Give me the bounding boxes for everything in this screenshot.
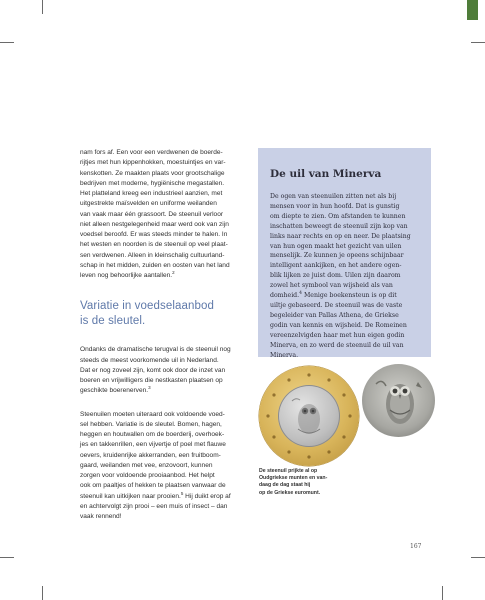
sidebar-title: De uil van Minerva [270,168,382,180]
page-number: 167 [410,543,422,550]
figure-caption: De steenuil prijkte al op Oudgriekse munten en van- daag de dag staat hij op de Griekse euromunt. [259,468,328,496]
sidebar-text: Menige boekensteun is op dit uiltje gebaseerd. De steenuil was de vaste begeleider van Pallas Athena, de Griekse godin van kennis en wijsheid. De Romeinen vereenzelvigden haar met hun eigen godin Minerva, en zo werd de steenuil de uil van Minerva. [270,292,407,359]
footnote-ref: 2 [172,269,175,275]
section-subheading: Variatie in voedselaanbod is de sleutel. [80,300,214,327]
owl-relief-icon [362,364,435,437]
paragraph-text: Ondanks de dramatische terugval is de steenuil nog steeds de meest voorkomende uil in Nederland. Dat er nog zoveel zijn, komt ook door de inzet van boeren en vrijwilligers die nestkasten plaatsen op geschikte boerenerven. [80,346,231,395]
ancient-greek-coin-image [362,364,435,437]
euro-coin-image [259,366,359,466]
crop-mark [42,0,43,14]
body-paragraph [80,410,248,523]
main-text-column [80,148,248,522]
bookmark-tab [467,0,478,20]
sidebar-box [258,148,431,357]
coin-star-ring [259,366,359,466]
paragraph-text: Steenuilen moeten uiteraard ook voldoende voed- sel hebben. Variatie is de sleutel. Bomen, hagen, heggen en houtwallen om de boerderij, overhoek- jes en takkenrillen, een vijvertje of poel met flauwe oevers, kruidenrijke akkerranden, een fruitboom- gaard, weilanden met vee, enzovoort, kunnen zorgen voor voldoende prooiaanbod. Het helpt ook om paaltjes of hekken te plaatsen vanwaar de steenuil kan uitkijken naar prooien. [80,410,226,500]
paragraph-text: nam fors af. Een voor een verdwenen de boerde- rijtjes met hun kippenhokken, moestuintjes en var- kenskotten. Ze maakten plaats voor grootschalige bedrijven met moderne, hygiënische megastallen. Het platteland kreeg een industrieel aanzien, met uitgestrekte maïsvelden en uniforme weilanden van vaak maar één grassoort. De steenuil verloor niet alleen nestgelegenheid maar werd ook van zijn voedsel beroofd. Er was steeds minder te halen. In het westen en noorden is de steenuil op veel plaat- sen verdwenen. Alleen in kleinschalig cultuurland- schap in het midden, zuiden en oosten van het land leven nog behoorlijke aantallen. [80,149,230,279]
sidebar-body [270,192,425,360]
sidebar-text: De ogen van steenuilen zitten net als bij mensen voor in hun hoofd. Dat is gunstig om diepte te zien. Om afstanden te kunnen inschatten beweegt de steenuil zijn kop van links naar rechts en op en neer. De plaatsing van hun ogen maakt het gezicht van uilen menselijk. Ze kunnen je opeens schijnbaar intelligent aankijken, en het andere ogen- blik lijken ze juist dom. Uilen zijn daarom zowel het symbool van wijsheid als van domheid. [270,193,411,300]
paragraph-gap [80,397,248,410]
crop-mark [0,557,14,558]
crop-mark [471,42,485,43]
crop-mark [471,557,485,558]
footnote-ref: 4 [299,291,302,296]
body-paragraph [80,148,248,281]
crop-mark [0,42,14,43]
footnote-ref: 5 [180,490,184,496]
body-paragraph [80,345,248,396]
paragraph-text: Hij duikt erop af en achtervolgt zijn prooi – een muis of insect – dan vaak rennend! [80,492,231,520]
crop-mark [442,586,443,600]
footnote-ref: 3 [148,385,151,391]
crop-mark [42,586,43,600]
